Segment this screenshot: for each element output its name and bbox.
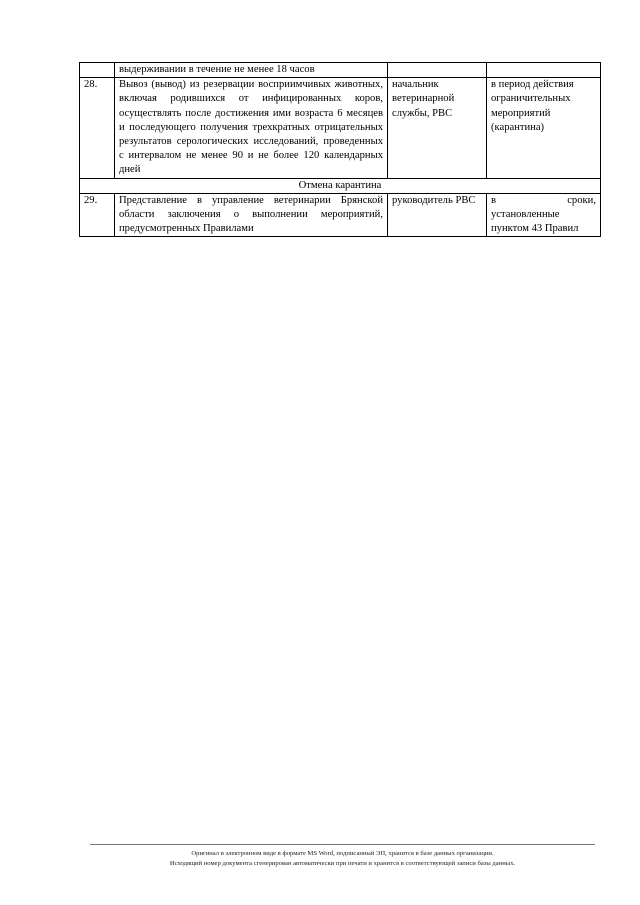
cell-term: в сроки, установленные пунктом 43 Правил (487, 193, 601, 237)
page-footer (90, 849, 595, 868)
footer-line-2: Исходящий номер документа сгенерирован автоматически при печати и хранится в соответствующей записи базы данных. (169, 859, 516, 867)
cell-responsible: руководитель РВС (388, 193, 487, 237)
section-header-row (80, 178, 601, 193)
cell-number: 29. (80, 193, 115, 237)
footer-line-1: Оригинал в электронном виде в формате MS Word, подписанный ЭП, хранится в базе данных организации. (191, 850, 494, 857)
table-row (80, 193, 601, 237)
cell-number: 28. (80, 78, 115, 178)
cell-responsible (388, 63, 487, 78)
cell-responsible: начальник ветеринарной службы, РВС (388, 78, 487, 178)
cell-action: Представление в управление ветеринарии Брянской области заключения о выполнении мероприятий, предусмотренных Правилами (115, 193, 388, 237)
cell-action: выдерживании в течение не менее 18 часов (115, 63, 388, 78)
table-row (80, 78, 601, 178)
cell-action: Вывоз (вывод) из резервации восприимчивых животных, включая родившихся от инфицированных коров, осуществлять после достижения ими возраста 6 месяцев и последующего получения трехкратных отрицательных результатов серологических исследований, проведенных с интервалом не менее 90 и не более 120 календарных дней (115, 78, 388, 178)
measures-table (79, 62, 601, 237)
cell-number (80, 63, 115, 78)
cell-term: в период действия ограничительных мероприятий (карантина) (487, 78, 601, 178)
cell-term (487, 63, 601, 78)
table-row (80, 63, 601, 78)
section-title: Отмена карантина (80, 178, 601, 193)
footer-divider (90, 844, 595, 845)
